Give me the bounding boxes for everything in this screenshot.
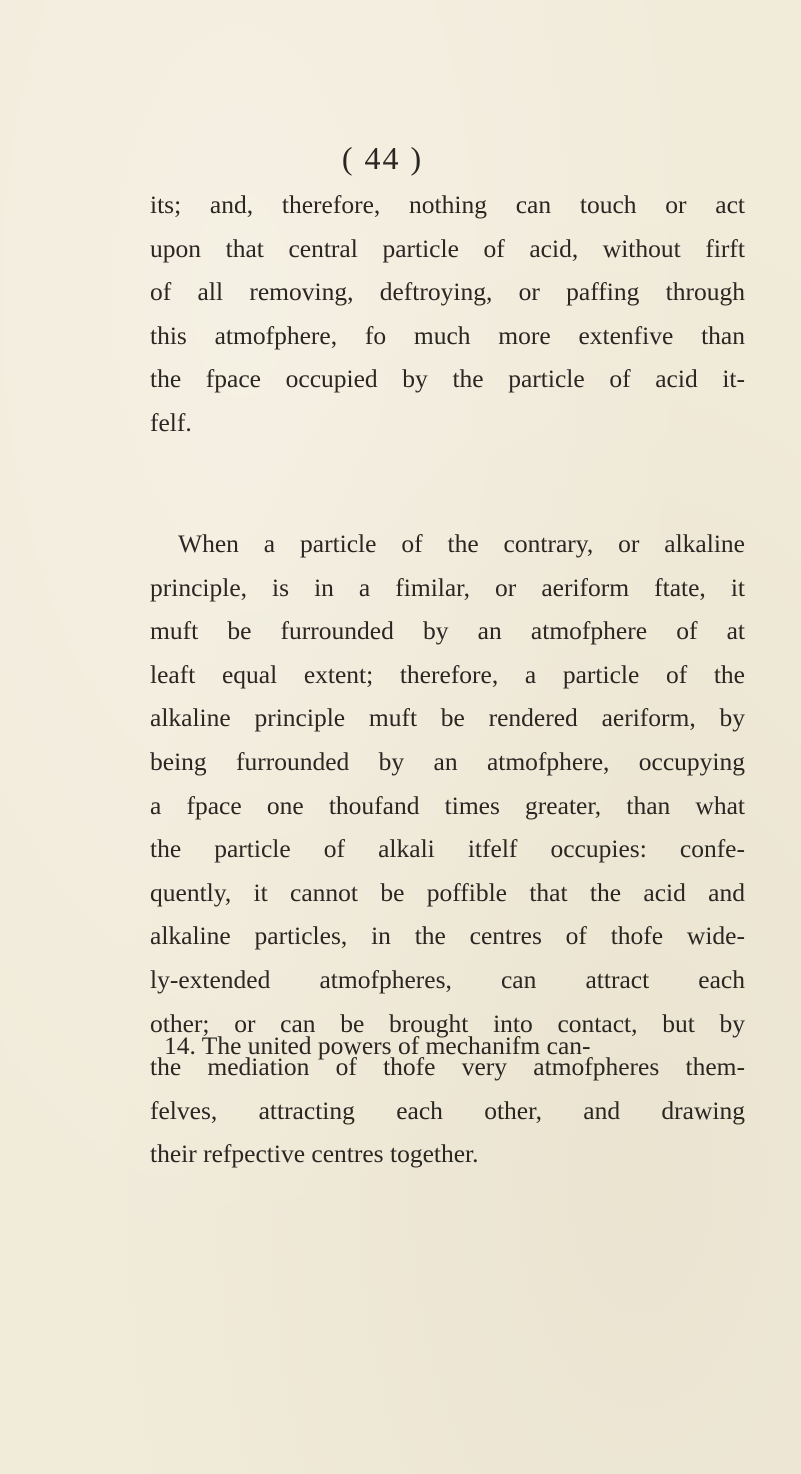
- text-line: being furrounded by an atmofphere, occupying: [150, 746, 745, 776]
- text-line: 14. The united powers of mechanifm can-: [164, 1031, 591, 1060]
- text-line: alkaline particles, in the centres of thofe wide-: [150, 921, 745, 951]
- text-line: other; or can be brought into contact, but by: [150, 1008, 745, 1038]
- text-line: muft be furrounded by an atmofphere of at: [150, 616, 745, 646]
- text-line: of all removing, deftroying, or paffing through: [150, 277, 745, 307]
- text-line: a fpace one thoufand times greater, than what: [150, 790, 745, 820]
- paragraph-3: [150, 1024, 745, 1068]
- text-line: alkaline principle muft be rendered aeriform, by: [150, 703, 745, 733]
- text-line: upon that central particle of acid, without firft: [150, 233, 745, 263]
- text-line: this atmofphere, fo much more extenfive than: [150, 320, 745, 350]
- text-line: ly-extended atmofpheres, can attract each: [150, 964, 745, 994]
- text-line: their refpective centres together.: [150, 1139, 479, 1169]
- text-line: the particle of alkali itfelf occupies: confe-: [150, 834, 745, 864]
- text-line: principle, is in a fimilar, or aeriform ftate, it: [150, 572, 745, 602]
- text-line: the fpace occupied by the particle of acid it-: [150, 364, 745, 394]
- paragraph-1: [150, 183, 745, 445]
- text-line: quently, it cannot be poffible that the acid and: [150, 877, 745, 907]
- text-line: leaft equal extent; therefore, a particle of the: [150, 659, 745, 689]
- page-number: ( 44 ): [341, 140, 424, 176]
- text-line: the mediation of thofe very atmofpheres them-: [150, 1052, 745, 1082]
- text-line: felves, attracting each other, and drawing: [150, 1095, 745, 1125]
- text-line: When a particle of the contrary, or alkaline: [178, 529, 745, 558]
- text-line: its; and, therefore, nothing can touch or act: [150, 190, 745, 219]
- paragraph-2: [150, 522, 745, 1176]
- text-line: felf.: [150, 407, 192, 437]
